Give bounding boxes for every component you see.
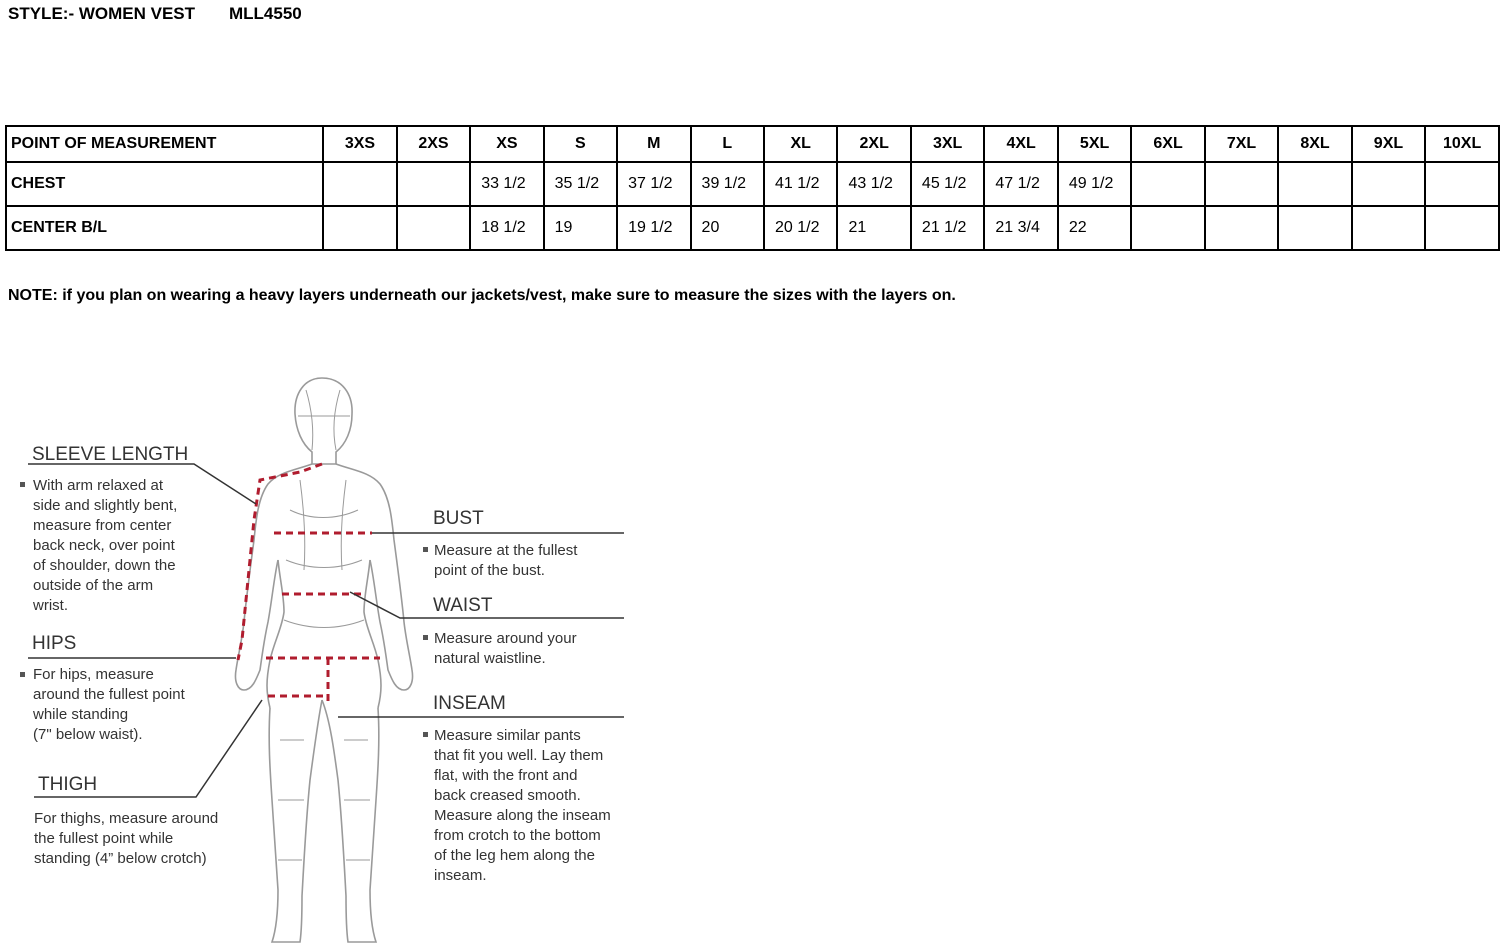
table-cell: 41 1/2 (764, 162, 837, 206)
size-chart-table (5, 125, 1500, 251)
table-cell: 39 1/2 (691, 162, 764, 206)
table-cell (1131, 162, 1204, 206)
label-inseam (423, 693, 615, 884)
style-code: MLL4550 (229, 4, 302, 23)
size-header-6xl: 6XL (1131, 126, 1204, 162)
table-cell (1352, 162, 1425, 206)
table-cell: 37 1/2 (617, 162, 690, 206)
label-thigh (34, 774, 222, 867)
hips-title: HIPS (32, 633, 77, 654)
bust-text: Measure at the fullest point of the bust. (434, 542, 578, 579)
label-hips (20, 633, 189, 743)
inseam-title: INSEAM (433, 693, 506, 714)
thigh-text: For thighs, measure around the fullest point while standing (4” below crotch) (34, 810, 219, 867)
table-cell (1352, 206, 1425, 250)
measurement-lines (238, 464, 380, 705)
table-cell: 21 3/4 (984, 206, 1057, 250)
size-header-9xl: 9XL (1352, 126, 1425, 162)
table-cell: 19 1/2 (617, 206, 690, 250)
hips-text: For hips, measure around the fullest point while standing (7" below waist). (33, 666, 185, 743)
table-cell (1425, 162, 1499, 206)
table-row (6, 206, 1499, 250)
page-header (8, 4, 302, 24)
size-header-3xl: 3XL (911, 126, 984, 162)
table-cell: 19 (544, 206, 617, 250)
size-header-l: L (691, 126, 764, 162)
table-cell: 49 1/2 (1058, 162, 1131, 206)
table-cell (397, 162, 470, 206)
table-cell: 21 1/2 (911, 206, 984, 250)
waist-text: Measure around your natural waistline. (434, 630, 577, 667)
size-header-m: M (617, 126, 690, 162)
table-header-row (6, 126, 1499, 162)
style-label: STYLE:- WOMEN VEST (8, 4, 195, 23)
size-header-3xs: 3XS (323, 126, 396, 162)
row-label: CHEST (6, 162, 323, 206)
table-cell (323, 162, 396, 206)
size-header-8xl: 8XL (1278, 126, 1351, 162)
label-sleeve-length (20, 444, 188, 614)
table-cell: 33 1/2 (470, 162, 543, 206)
size-header-5xl: 5XL (1058, 126, 1131, 162)
size-header-s: S (544, 126, 617, 162)
table-cell (1278, 206, 1351, 250)
table-cell (1131, 206, 1204, 250)
sleeve-length-title: SLEEVE LENGTH (32, 444, 189, 465)
body-figure-illustration (235, 378, 412, 942)
table-row (6, 162, 1499, 206)
table-cell: 21 (837, 206, 910, 250)
table-cell: 20 (691, 206, 764, 250)
table-cell (1205, 206, 1278, 250)
table-cell (1205, 162, 1278, 206)
row-label: CENTER B/L (6, 206, 323, 250)
table-cell: 18 1/2 (470, 206, 543, 250)
size-header-2xs: 2XS (397, 126, 470, 162)
size-header-xl: XL (764, 126, 837, 162)
size-header-4xl: 4XL (984, 126, 1057, 162)
table-cell: 35 1/2 (544, 162, 617, 206)
thigh-title: THIGH (38, 774, 98, 795)
table-cell: 47 1/2 (984, 162, 1057, 206)
bust-title: BUST (433, 508, 484, 529)
waist-title: WAIST (433, 595, 493, 616)
table-cell: 20 1/2 (764, 206, 837, 250)
measurement-guide (0, 360, 700, 947)
table-cell (1425, 206, 1499, 250)
table-cell (323, 206, 396, 250)
inseam-text: Measure similar pants that fit you well. Lay them flat, with the front and back creased smooth. Measure along the inseam from crotch to the bottom of the leg hem along the inseam. (434, 727, 611, 884)
sizing-note: NOTE: if you plan on wearing a heavy layers underneath our jackets/vest, make sure to measure the sizes with the layers on. (8, 287, 956, 304)
table-cell: 22 (1058, 206, 1131, 250)
sleeve-length-text: With arm relaxed at side and slightly bent, measure from center back neck, over point of shoulder, down the outside of the arm wrist. (33, 477, 178, 614)
label-waist (423, 595, 581, 667)
size-header-10xl: 10XL (1425, 126, 1499, 162)
label-bust (423, 508, 582, 579)
size-header-7xl: 7XL (1205, 126, 1278, 162)
header-point-of-measurement: POINT OF MEASUREMENT (6, 126, 323, 162)
size-header-2xl: 2XL (837, 126, 910, 162)
table-cell: 43 1/2 (837, 162, 910, 206)
table-cell: 45 1/2 (911, 162, 984, 206)
table-cell (397, 206, 470, 250)
table-cell (1278, 162, 1351, 206)
size-header-xs: XS (470, 126, 543, 162)
